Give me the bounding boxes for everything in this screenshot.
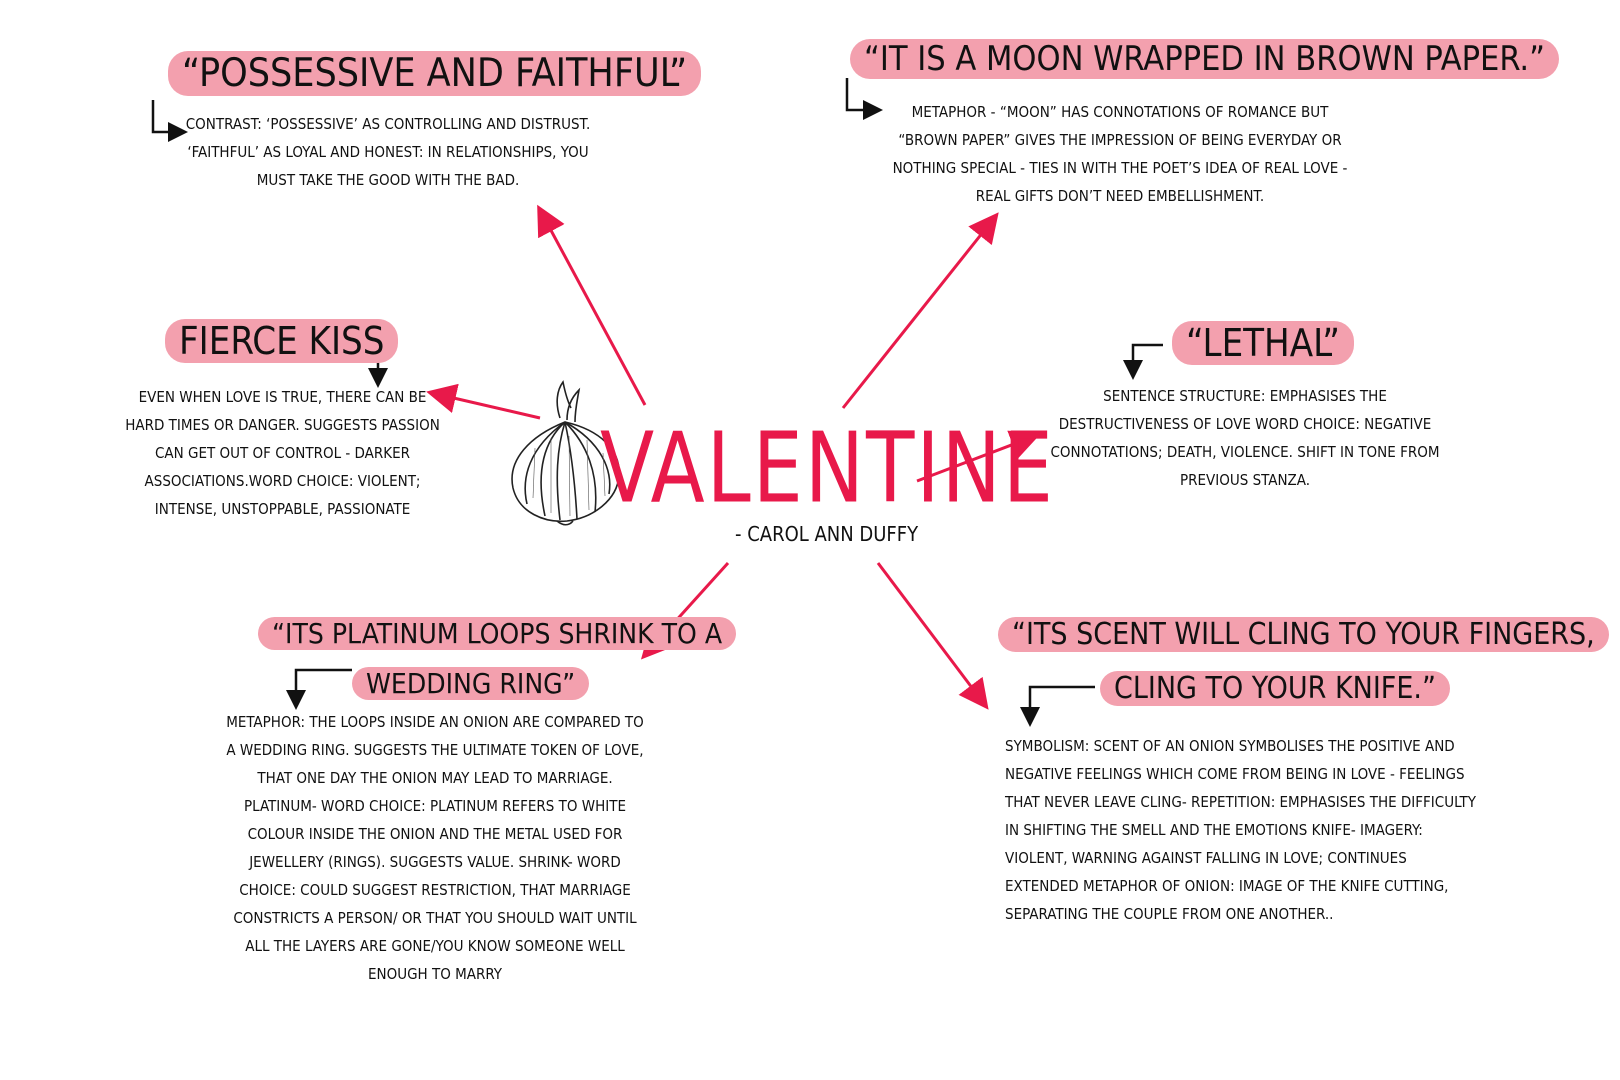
quote-platinum-line2: WEDDING RING” xyxy=(352,667,589,700)
quote-fierce xyxy=(165,320,398,364)
author-credit: - CAROL ANN DUFFY xyxy=(735,522,919,546)
quote-possessive xyxy=(168,52,701,97)
quote-platinum xyxy=(258,618,736,650)
note-platinum: METAPHOR: THE LOOPS INSIDE AN ONION ARE COMPARED TO A WEDDING RING. SUGGESTS THE ULTIMATE TOKEN OF LOVE, THAT ONE DAY THE ONION MAY LEAD TO MARRIAGE. PLATINUM- WORD CHOICE: PLATINUM REFERS TO WHITE COLOUR INSIDE THE ONION AND THE METAL USED FOR JEWELLERY (RINGS). SUGGESTS VALUE. SHRINK- WORD CHOICE: COULD SUGGEST RESTRICTION, THAT MARRIAGE CONSTRICTS A PERSON/ OR THAT YOU SHOULD WAIT UNTIL ALL THE LAYERS ARE GONE/YOU KNOW SOMEONE WELL ENOUGH TO MARRY xyxy=(226,713,644,983)
quote-scent-2 xyxy=(1100,672,1450,707)
quote-lethal xyxy=(1172,322,1354,366)
note-moon: METAPHOR - “MOON” HAS CONNOTATIONS OF ROMANCE BUT “BROWN PAPER” GIVES THE IMPRESSION OF BEING EVERYDAY OR NOTHING SPECIAL - TIES IN WITH THE POET’S IDEA OF REAL LOVE - REAL GIFTS DON’T NEED EMBELLISHMENT. xyxy=(892,103,1348,205)
bracket-scent xyxy=(1030,687,1095,717)
bracket-lethal xyxy=(1133,345,1163,370)
quote-platinum-line1: “ITS PLATINUM LOOPS SHRINK TO A xyxy=(258,617,736,650)
note-fierce: EVEN WHEN LOVE IS TRUE, THERE CAN BE HARD TIMES OR DANGER. SUGGESTS PASSION CAN GET OUT OF CONTROL - DARKER ASSOCIATIONS.WORD CHOICE: VIOLENT; INTENSE, UNSTOPPABLE, PASSIONATE xyxy=(125,388,440,518)
page-title: VALENTINE xyxy=(600,411,1055,525)
note-possessive: CONTRAST: ‘POSSESSIVE’ AS CONTROLLING AND DISTRUST. ‘FAITHFUL’ AS LOYAL AND HONEST: IN RELATIONSHIPS, YOU MUST TAKE THE GOOD WITH THE BAD. xyxy=(185,115,591,189)
bracket-platinum xyxy=(296,670,352,700)
bracket-possessive xyxy=(153,100,178,132)
quote-lethal-text: “LETHAL” xyxy=(1172,321,1354,365)
arrow-to-moon xyxy=(843,217,995,408)
quote-platinum-2 xyxy=(352,668,589,700)
quote-moon xyxy=(850,40,1559,79)
arrow-to-scent xyxy=(878,563,985,705)
note-scent: SYMBOLISM: SCENT OF AN ONION SYMBOLISES THE POSITIVE AND NEGATIVE FEELINGS WHICH COME FROM BEING IN LOVE - FEELINGS THAT NEVER LEAVE CLING- REPETITION: EMPHASISES THE DIFFICULTY IN SHIFTING THE SMELL AND THE EMOTIONS KNIFE- IMAGERY: VIOLENT, WARNING AGAINST FALLING IN LOVE; CONTINUES EXTENDED METAPHOR OF ONION: IMAGE OF THE KNIFE CUTTING, SEPARATING THE COUPLE FROM ONE ANOTHER.. xyxy=(1005,737,1477,923)
quote-scent-line2: CLING TO YOUR KNIFE.” xyxy=(1100,671,1450,706)
quote-scent xyxy=(998,618,1609,653)
arrow-to-possessive xyxy=(540,210,645,405)
quote-possessive-text: “POSSESSIVE AND FAITHFUL” xyxy=(168,51,701,96)
bracket-moon xyxy=(847,78,873,110)
quote-scent-line1: “ITS SCENT WILL CLING TO YOUR FINGERS, xyxy=(998,617,1609,652)
note-lethal: SENTENCE STRUCTURE: EMPHASISES THE DESTRUCTIVENESS OF LOVE WORD CHOICE: NEGATIVE CONNOTATIONS; DEATH, VIOLENCE. SHIFT IN TONE FROM PREVIOUS STANZA. xyxy=(1050,387,1440,489)
quote-moon-text: “IT IS A MOON WRAPPED IN BROWN PAPER.” xyxy=(850,39,1559,79)
quote-fierce-text: FIERCE KISS xyxy=(165,319,398,363)
